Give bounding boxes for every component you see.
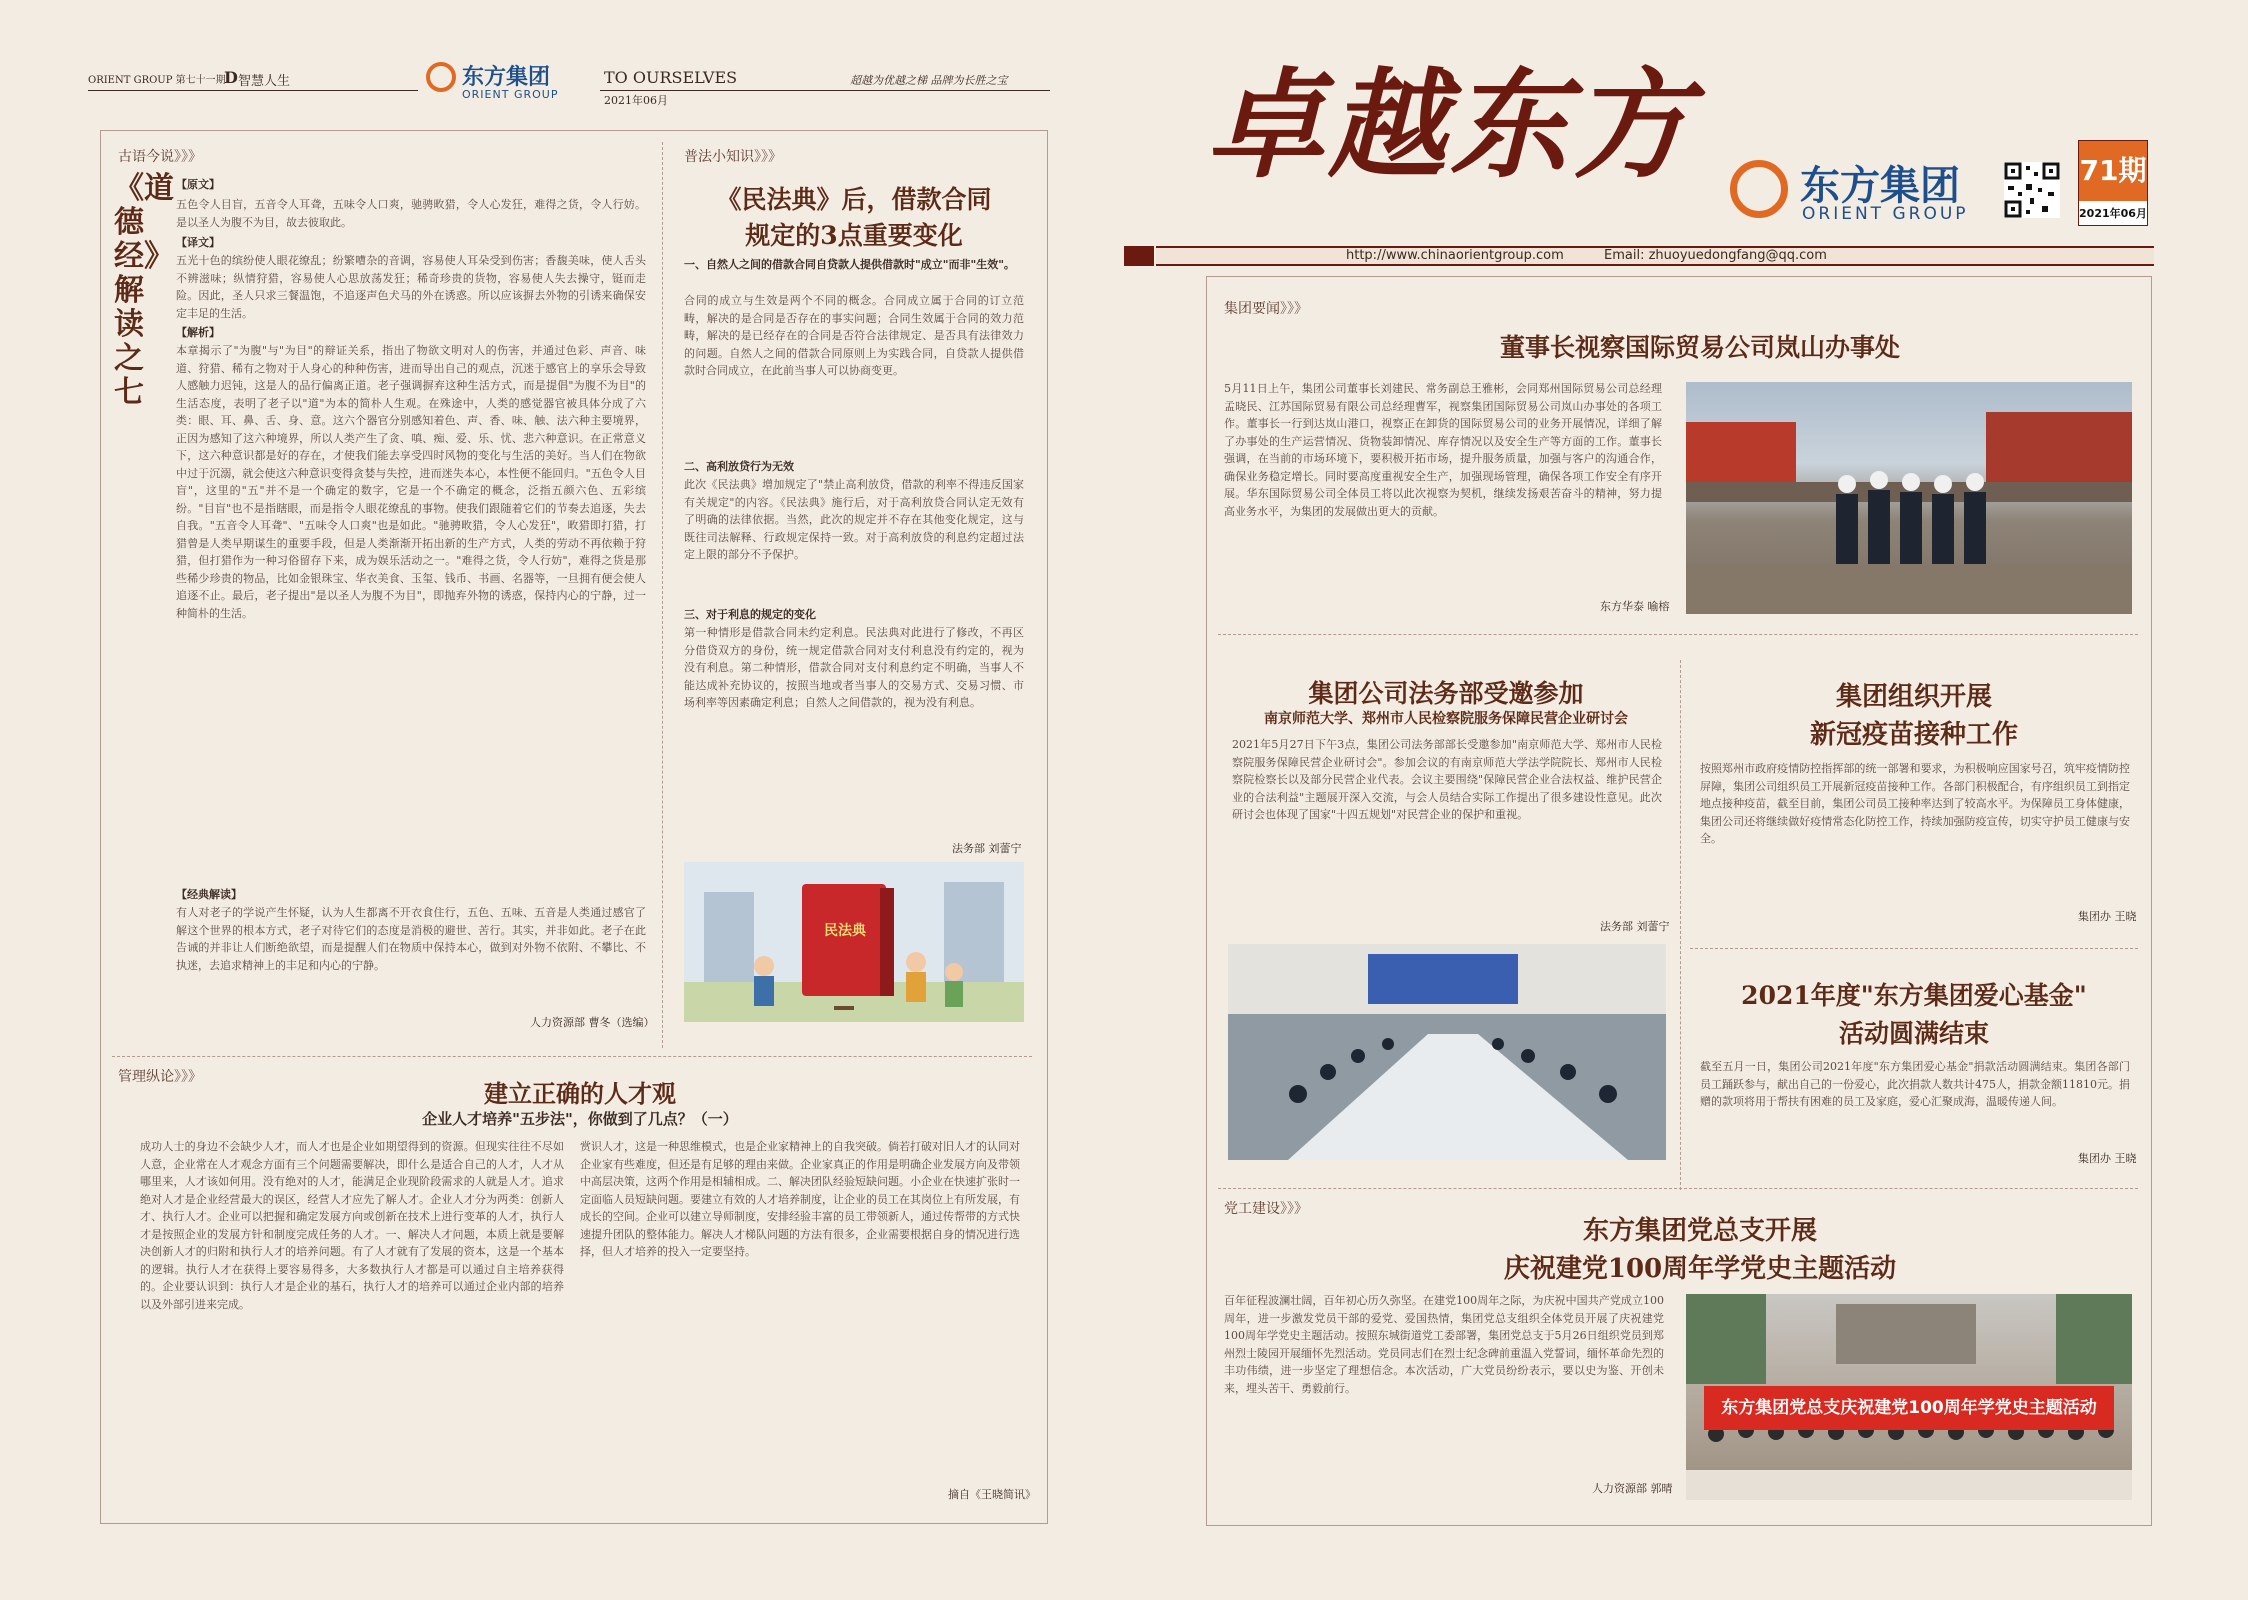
guyu-p-yiwen: 五光十色的缤纷使人眼花缭乱；纷繁嘈杂的音调，容易使人耳朵受到伤害；香馥美味，使人舌头不辨滋味；纵情狩猎，容易使人心思放荡发狂；稀奇珍贵的货物，容易使人失去操守，铤而走险。因此，圣人只求三餐温饱，不追逐声色犬马的外在诱惑。所以应该摒去外物的引诱来确保安定丰足的生活。 (176, 254, 646, 320)
pufa-title-2: 规定的3点重要变化 (745, 221, 963, 250)
party-tag: 党工建设》》》 (1224, 1201, 1308, 1217)
party-banner: 东方集团党总支庆祝建党100周年学党史主题活动 (1704, 1386, 2114, 1430)
url-bar-left-cap (1124, 246, 1154, 266)
guyu-h-yiwen: 【译文】 (176, 236, 220, 249)
qr-code-icon (2004, 162, 2060, 218)
news3-body: 按照郑州市政府疫情防控指挥部的统一部署和要求，为积极响应国家号召，筑牢疫情防控屏障，集团公司组织员工开展新冠疫苗接种工作。各部门积极配合，有序组织员工到指定地点接种疫苗，截至目前，集团公司员工接种率达到了较高水平。为保障员工身体健康，集团公司还将继续做好疫情常态化防控工作，持续加强防疫宣传，切实守护员工健康与安全。 (1700, 762, 2130, 845)
news2-subtitle: 南京师范大学、郑州市人民检察院服务保障民营企业研讨会 (1264, 711, 1628, 727)
pufa-h3: 三、对于利息的规定的变化 (684, 608, 816, 621)
party-title-1: 东方集团党总支开展 (1582, 1216, 1817, 1246)
port-visit-photo (1686, 382, 2132, 614)
news4-body: 截至五月一日，集团公司2021年度"东方集团爱心基金"捐款活动圆满结束。集团各部门员工踊跃参与，献出自己的一份爱心，此次捐款人数共计475人，捐款金额11810元。捐赠的款项将用于帮扶有困难的员工及家庭，爱心汇聚成海，温暖传递人间。 (1700, 1060, 2130, 1108)
guyu-vertical-title: 《道德经》解读之七 (114, 171, 174, 410)
news-tag: 集团要闻》》》 (1224, 301, 1308, 317)
masthead-logo-cn: 东方集团 (1800, 163, 1960, 209)
header-rule-left (88, 90, 418, 91)
masthead-logo-en: ORIENT GROUP (1802, 204, 1969, 224)
rp-vdivider (1680, 660, 1681, 1190)
news2-title: 集团公司法务部受邀参加 (1308, 679, 1584, 708)
pufa-h2: 二、高利放贷行为无效 (684, 460, 794, 473)
news1-title: 董事长视察国际贸易公司岚山办事处 (1499, 333, 1900, 362)
pufa-credit: 法务部 刘蕾宁 (952, 842, 1022, 855)
news1-body: 5月11日上午，集团公司董事长刘建民、常务副总王雅彬，会同郑州国际贸易公司总经理孟晓民、江苏国际贸易有限公司总经理曹军，视察集团国际贸易公司岚山办事处的各项工作。董事长一行到达岚山港口，视察正在卸货的国际贸易公司的业务开展情况，详细了解了办事处的生产运营情况、货物装卸情况、库存情况以及安全生产等方面的工作。董事长强调，在当前的市场环境下，要积极开拓市场，提升服务质量，加强与客户的沟通合作，确保业务稳定增长。同时要高度重视安全生产，加强现场管理，确保各项工作安全有序开展。华东国际贸易公司全体员工将以此次视察为契机，继续发扬艰苦奋斗的精神，努力提高业务水平，为集团的发展做出更大的贡献。 (1224, 382, 1662, 518)
column-name: 智慧人生 (238, 74, 291, 89)
news2-credit: 法务部 刘蕾宁 (1600, 920, 1670, 933)
pufa-p2: 此次《民法典》增加规定了"禁止高利放贷，借款的利率不得违反国家有关规定"的内容。《民法典》施行后，对于高利放贷合同认定无效有了明确的法律依据。当然，此次的规定并不存在其他变化规定，这与既往司法解释、行政规定保持一致。对于高利放贷的利息约定超过法定上限的部分不予保护。 (684, 478, 1024, 561)
guanli-title: 建立正确的人才观 (484, 1079, 676, 1108)
party-group-photo (1686, 1294, 2132, 1500)
rp-divider-1 (1218, 634, 2138, 635)
guyu-credit: 人力资源部 曹冬（选编） (530, 1016, 655, 1029)
guyu-h-yuanwen: 【原文】 (176, 178, 220, 191)
party-credit: 人力资源部 郭晴 (1592, 1482, 1673, 1495)
issue-badge (2078, 140, 2148, 226)
guyu-p-jiexi: 本章揭示了"为腹"与"为目"的辩证关系，指出了物欲文明对人的伤害，并通过色彩、声音、味道、狩猎、稀有之物对于人身心的种种伤害，进而导出自己的观点，沉迷于感官上的享乐会导致人感触力迟钝，这是人的品行偏离正道。老子强调摒弃这种生活方式，而是提倡"为腹不为目"的生活态度，表明了老子以"道"为本的简朴人生观。在殊途中，人类的感觉器官被具体分成了六类：眼、耳、鼻、舌、身、意。这六个器官分别感知着色、声、香、味、触、法六种主要境界，正因为感知了这六种境界，所以人类产生了贪、嗔、痴、爱、乐、忧、悲六种意识。在正常意义下，这六种意识都是好的存在，才使我们能去享受四时风物的变化与生活的美好。当人们在物欲中过于沉溺，就会使这六种意识变得贪婪与失控，进而迷失本心，本性便不能回归。"五色令人目盲"，这里的"五"并不是一个确定的数字，它是一个不确定的概念，泛指五颜六色、五彩缤纷。"目盲"也不是指瞎眼，而是指令人眼花缭乱的事物。使我们跟随着它们的节奏去追逐，失去自我。"五音令人耳聋"、"五味令人口爽"也是如此。"驰骋畋猎，令人心发狂"，畋猎即打猎，打猎曾是人类早期谋生的重要手段，但是人类渐渐开拓出新的生产方式，人类的劳动不再依赖于狩猎，但打猎作为一种习俗留存下来，成为娱乐活动之一。"难得之货，令人行妨"，难得之货是那些稀少珍贵的物品，比如金银珠宝、华衣美食、玉玺、钱币、书画、名器等，一旦拥有便会使人追逐不止。最后，老子提出"是以圣人为腹不为目"，即抛弃外物的诱惑，保持内心的宁静，过一种简朴的生活。 (176, 344, 646, 620)
guanli-col2: 赏识人才，这是一种思维模式，也是企业家精神上的自我突破。倘若打破对旧人才的认同对企业家有些难度，但还是有足够的理由来做。企业家真正的作用是明确企业发展方向及带领中高层决策，这两个作用是相辅相成。二、解决团队经验短缺问题。小企业在快速扩张时一定面临人员短缺问题。要建立有效的人才培养制度，让企业的员工在其岗位上有所发展，有成长的空间。企业可以建立导师制度，安排经验丰富的员工带领新人，通过传帮带的方式快速提升团队的整体能力。解决人才梯队问题的方法有很多，企业需要根据自身的情况进行选择，但人才培养的投入一定要坚持。 (580, 1140, 1020, 1258)
news3-title-2: 新冠疫苗接种工作 (1809, 720, 2018, 750)
pufa-tag: 普法小知识》》》 (684, 149, 782, 165)
d-label: D (224, 68, 238, 87)
issue-date: 2021年06月 (2079, 207, 2147, 220)
seminar-photo (1228, 944, 1666, 1160)
rp-divider-2 (1690, 948, 2138, 949)
guyu-h-jingdian: 【经典解读】 (176, 888, 242, 901)
slogan: 超越为优越之梯 品牌为长胜之宝 (850, 74, 1008, 87)
pufa-p1: 合同的成立与生效是两个不同的概念。合同成立属于合同的订立范畴，解决的是合同是否存在的事实问题；合同生效属于合同的效力范畴，解决的是已经存在的合同是否符合法律规定、是否具有法律效力的问题。自然人之间的借款合同原则上为实践合同，自贷款人提供借款时合同成立，在此前当事人可以协商变更。 (684, 294, 1024, 377)
to-ourselves: TO OURSELVES (604, 68, 738, 87)
rp-divider-3 (1218, 1188, 2138, 1189)
header-rule-right (600, 90, 1050, 91)
news4-title-1: 2021年度"东方集团爱心基金" (1741, 981, 2087, 1010)
site-url-link[interactable]: http://www.chinaorientgroup.com (1346, 248, 1564, 263)
email-link[interactable]: Email: zhuoyuedongfang@qq.com (1604, 248, 1827, 263)
guanli-col1: 成功人士的身边不会缺少人才，而人才也是企业如期望得到的资源。但现实往往不尽如人意，企业常在人才观念方面有三个问题需要解决，即什么是适合自己的人才，人才从哪里来，人才该如何用。没有绝对的人才，能满足企业现阶段需求的人就是人才。追求绝对人才是企业经营最大的误区，经营人才应先了解人才。企业人才分为两类：创新人才、执行人才。企业可以把握和确定发展方向或创新在技术上进行变革的人才，执行人才是按照企业的发展方针和制度完成任务的人才。一、解决人才问题，本质上就是要解决创新人才的归附和执行人才的培养问题。有了人才就有了发展的资本，这是一个基本的逻辑。执行人才在获得上要容易得多，大多数执行人才都是可以通过自主培养获得的。企业要认识到：执行人才是企业的基石，执行人才的培养可以通过企业内部的培养以及外部引进来完成。 (140, 1140, 564, 1311)
news4-credit: 集团办 王晓 (2078, 1152, 2137, 1165)
guyu-h-jiexi: 【解析】 (176, 326, 220, 339)
left-logo-en: ORIENT GROUP (462, 88, 559, 101)
left-date: 2021年06月 (604, 94, 668, 107)
guyu-p-jingdian: 有人对老子的学说产生怀疑，认为人生都离不开衣食住行，五色、五味、五音是人类通过感官了解这个世界的根本方式，老子对待它们的态度是消极的避世、苦行。其实，并非如此。老子在此告诫的并非让人们断绝欲望，而是提醒人们在物质中保持本心，做到对外物不依附、不攀比、不执迷，去追求精神上的丰足和内心的宁静。 (176, 906, 646, 972)
pufa-p3: 第一种情形是借款合同未约定利息。民法典对此进行了修改，不再区分借贷双方的身份，统一规定借款合同对支付利息没有约定的，视为没有利息。第二种情形，借款合同对支付利息约定不明确，当事人不能达成补充协议的，按照当地或者当事人的交易方式、交易习惯、市场利率等因素确定利息；自然人之间借款的，视为没有利息。 (684, 626, 1024, 709)
issue-prefix: ORIENT GROUP 第七十一期 (88, 75, 226, 86)
pufa-title-1: 《民法典》后，借款合同 (716, 185, 992, 214)
guanli-subtitle: 企业人才培养"五步法"，你做到了几点？（一） (422, 1110, 738, 1128)
news2-body: 2021年5月27日下午3点，集团公司法务部部长受邀参加"南京师范大学、郑州市人民检察院服务保障民营企业研讨会"。参加会议的有南京师范大学法学院院长、郑州市人民检察院检察长以及部分民营企业代表。会议主要围绕"保障民营企业合法权益、维护民营企业的合法利益"主题展开深入交流，与会人员结合实际工作提出了很多建设性意见。此次研讨会也体现了国家"十四五规划"对民营企业的保护和重视。 (1232, 738, 1662, 821)
news3-credit: 集团办 王晓 (2078, 910, 2137, 923)
civil-code-illustration (684, 862, 1024, 1022)
guanli-tag: 管理纵论》》》 (118, 1069, 202, 1085)
news1-credit: 东方华泰 喻榕 (1600, 600, 1670, 613)
civil-code-book-label: 民法典 (824, 923, 866, 939)
issue-number: 71期 (2079, 141, 2147, 201)
column-divider (662, 142, 663, 1048)
guanli-credit: 摘自《王晓简讯》 (948, 1488, 1036, 1501)
masthead-calligraphy: 卓越东方 (1206, 55, 1695, 194)
guyu-tag: 古语今说》》》 (118, 149, 202, 165)
section-divider (112, 1056, 1032, 1057)
pufa-h1: 一、自然人之间的借款合同自贷款人提供借款时"成立"而非"生效"。 (684, 258, 1015, 271)
party-body: 百年征程波澜壮阔，百年初心历久弥坚。在建党100周年之际，为庆祝中国共产党成立100周年，进一步激发党员干部的爱党、爱国热情，集团党总支组织全体党员开展了庆祝建党100周年学党史主题活动。按照东城街道党工委部署，集团党总支于5月26日组织党员到郑州烈士陵园开展缅怀先烈活动。党员同志们在烈士纪念碑前重温入党誓词，缅怀革命先烈的丰功伟绩，进一步坚定了理想信念。本次活动，广大党员纷纷表示，要以史为鉴、开创未来，埋头苦干、勇毅前行。 (1224, 1294, 1664, 1395)
guyu-p-yuanwen: 五色令人目盲，五音令人耳聋，五味令人口爽，驰骋畋猎，令人心发狂，难得之货，令人行妨。是以圣人为腹不为目，故去彼取此。 (176, 198, 646, 229)
masthead-logo-icon (1730, 160, 1788, 218)
news4-title-2: 活动圆满结束 (1838, 1019, 1989, 1048)
party-title-2: 庆祝建党100周年学党史主题活动 (1503, 1254, 1897, 1284)
orient-logo-icon (426, 62, 456, 92)
left-logo-cn: 东方集团 (462, 65, 551, 90)
news3-title-1: 集团组织开展 (1835, 682, 1992, 712)
